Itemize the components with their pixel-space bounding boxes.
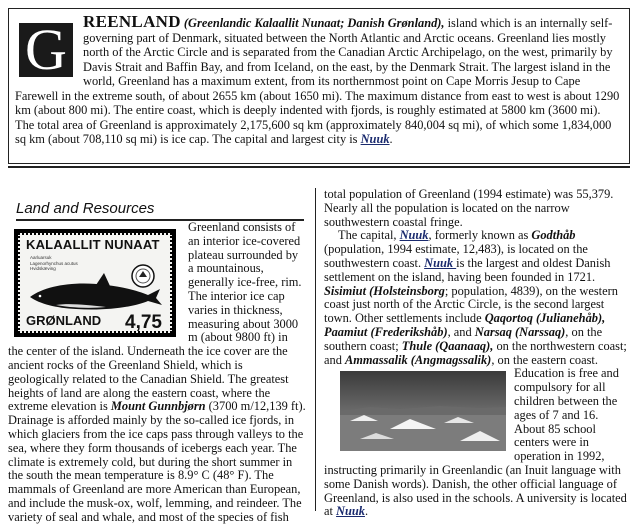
intro-end: . bbox=[389, 132, 393, 146]
nuuk-link-2[interactable]: Nuuk bbox=[424, 255, 457, 270]
stamp-country: KALAALLIT NUNAAT bbox=[26, 237, 160, 252]
right-column bbox=[324, 187, 630, 519]
settlements-paragraph: The capital, Nuuk, formerly known as Godthåb (population, 1994 estimate, 12,483), is located on the southwestern coast. Nuuk is the largest and oldest Danish settlement on the island, having been founded in 1721. Sisimiut (Holsteinsborg; population, 4839), on the western coast just north of the Arctic Circle, is the second largest town. Other settlements include Qaqortoq (Julianehåb), Paamiut (Frederikshåb), and Narsaq (Narssaq), on the southern coast; Thule (Qaanaaq), on the northwestern coast; and Ammassalik (Angmagssalik), on the eastern coast. bbox=[324, 228, 627, 367]
stamp-value: 4,75 bbox=[125, 312, 162, 334]
left-column bbox=[8, 188, 306, 524]
land-paragraph: Greenland consists of an interior ice-covered plateau surrounded by a mountainous, generally ice-free, rim. The interior ice cap varies in thickness, measuring about 3000 m (about 9800 ft) in the center of the island. Underneath the ice cover are the ancient rocks of the Greenland Shield, which is geologically related to the Canadian Shield. The greatest heights of land are along the eastern coast, where the extreme elevation is Mount Gunnbjørn (3700 m/12,139 ft). Drainage is afforded mainly by the so-called ice fjords, in which glaciers from the ice caps pass through valleys to the sea, where they form thousands of icebergs each year. The climate is extremely cold, but during the short summer in the south the mean temperature is 8.9° C (48° F). The mammals of Greenland are more American than European, and include the musk-ox, wolf, lemming, and reindeer. The variety of seal and whale, and most of the species of fish bbox=[8, 220, 306, 524]
header-divider bbox=[8, 166, 630, 168]
intro-paragraph bbox=[15, 12, 621, 147]
stamp-caption: Aarluarsuk Lagenorhynchus acutus Hvidskæving bbox=[30, 255, 78, 271]
drop-cap: G bbox=[19, 23, 73, 77]
section-heading: Land and Resources bbox=[16, 200, 304, 221]
greenland-stamp-image bbox=[14, 229, 176, 337]
iceberg-photo bbox=[340, 371, 506, 451]
right-body bbox=[324, 188, 630, 519]
mount-gunnbjorn: Mount Gunnbjørn bbox=[110, 399, 206, 414]
column-divider bbox=[315, 188, 316, 511]
nuuk-university-link[interactable]: Nuuk bbox=[336, 504, 365, 519]
stamp-country-danish: GRØNLAND bbox=[26, 313, 102, 329]
title-subtitle: (Greenlandic Kalaallit Nunaat; Danish Grønland), bbox=[183, 16, 445, 30]
intro-text: island which is an internally self-governing part of Denmark, situated between the North Atlantic and Arctic oceans. Greenland lies mostly north of the Arctic Circle and is separated from the Canadian Arctic Archipelago, on the west, primarily by Davis Strait and Baffin Bay, and from Iceland, on the east, by the Denmark Strait. The largest island in the world, Greenland has a maximum extent, from its northernmost point on Cape Morris Jesup to Cape Farewell in the extreme south, of about 2655 km (about 1650 mi). The maximum distance from east to west is about 1290 km (about 800 mi). The entire coast, which is deeply indented with fjords, is roughly estimated at 5800 km (3600 mi). The total area of Greenland is approximately 2,175,600 sq km (approximately 840,004 sq mi), of which some 1,834,000 sq km (about 708,110 sq mi) is ice cap. The capital and largest city is bbox=[15, 16, 620, 146]
emblem-icon bbox=[130, 263, 156, 289]
header-box bbox=[8, 8, 630, 164]
title-word: REENLAND bbox=[83, 12, 181, 31]
nuuk-link[interactable]: Nuuk bbox=[399, 228, 429, 243]
left-body bbox=[8, 221, 306, 525]
population-paragraph: total population of Greenland (1994 estimate) was 55,379. Nearly all the population is located on the narrow southwestern coastal fringe. bbox=[324, 187, 614, 229]
capital-link[interactable]: Nuuk bbox=[360, 132, 390, 146]
education-paragraph: Education is free and compulsory for all children between the ages of 7 and 16. About 85 school centers were in operation in 1992, instructing primarily in Greenlandic (an Inuit language with some Danish words). Danish, the other official language of Greenland, is also used in the schools. A university is located at Nuuk. bbox=[324, 366, 627, 519]
